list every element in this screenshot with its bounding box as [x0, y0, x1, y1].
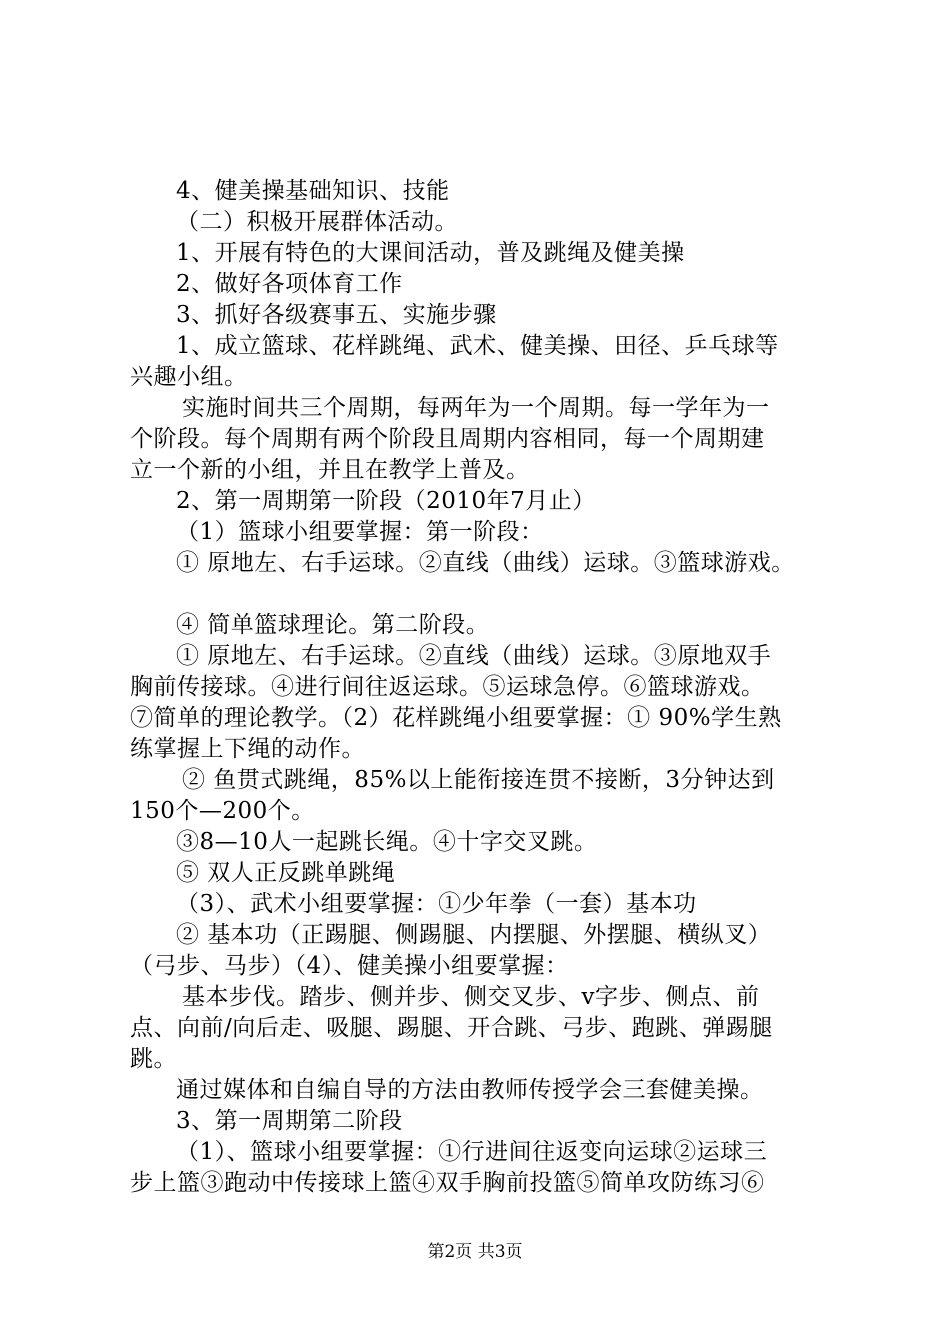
text-line: 练掌握上下绳的动作。: [130, 736, 365, 762]
text-line: 3、第一周期第二阶段: [176, 1108, 403, 1134]
text-line: ① 原地左、右手运球。②直线（曲线）运球。③篮球游戏。: [176, 550, 795, 576]
text-line: 2、做好各项体育工作: [176, 271, 403, 297]
text-line: 跳。: [130, 1046, 177, 1072]
text-line: 2、第一周期第一阶段（2010年7月止）: [176, 488, 596, 514]
text-line: （1）、篮球小组要掌握：①行进间往返变向运球②运球三: [176, 1139, 768, 1165]
text-line: ③8—10人一起跳长绳。④十字交叉跳。: [176, 829, 598, 855]
text-line: 实施时间共三个周期，每两年为一个周期。每一学年为一: [182, 395, 770, 421]
text-line: （1）篮球小组要掌握：第一阶段：: [176, 519, 544, 545]
text-line: 点、向前/向后走、吸腿、踢腿、开合跳、弓步、跑跳、弹踢腿: [130, 1015, 773, 1041]
text-line: 1、开展有特色的大课间活动，普及跳绳及健美操: [176, 240, 685, 266]
text-line: 150个—200个。: [130, 798, 315, 824]
text-line: ④ 简单篮球理论。第二阶段。: [176, 612, 490, 638]
text-line: ② 鱼贯式跳绳，85%以上能衔接连贯不接断，3分钟达到: [182, 767, 775, 793]
text-line: （弓步、马步）（4）、健美操小组要掌握：: [130, 953, 569, 979]
text-line: ① 原地左、右手运球。②直线（曲线）运球。③原地双手: [176, 643, 772, 669]
text-line: ⑤ 双人正反跳单跳绳: [176, 860, 396, 886]
text-line: （3）、武术小组要掌握：①少年拳（一套）基本功: [176, 891, 697, 917]
text-line: 立一个新的小组，并且在教学上普及。: [130, 457, 530, 483]
text-line: 个阶段。每个周期有两个阶段且周期内容相同，每一个周期建: [130, 426, 765, 452]
blank-line: [130, 579, 842, 610]
page-number-footer: 第2页 共3页: [427, 1242, 523, 1262]
text-line: 步上篮③跑动中传接球上篮④双手胸前投篮⑤简单攻防练习⑥: [130, 1170, 765, 1196]
text-line: ⑦简单的理论教学。（2）花样跳绳小组要掌握：① 90%学生熟: [130, 705, 782, 731]
text-line: 兴趣小组。: [130, 364, 248, 390]
text-line: 胸前传接球。④进行间往返运球。⑤运球急停。⑥篮球游戏。: [130, 674, 765, 700]
text-line: （二）积极开展群体活动。: [176, 209, 458, 235]
text-line: 3、抓好各级赛事五、实施步骤: [176, 302, 497, 328]
text-line: 通过媒体和自编自导的方法由教师传授学会三套健美操。: [176, 1077, 764, 1103]
document-body: [130, 176, 842, 1199]
text-line: 4、健美操基础知识、技能: [176, 178, 450, 204]
text-line: 1、成立篮球、花样跳绳、武术、健美操、田径、乒乓球等: [176, 333, 779, 359]
text-line: 基本步伐。踏步、侧并步、侧交叉步、v字步、侧点、前: [182, 984, 760, 1010]
text-line: ② 基本功（正踢腿、侧踢腿、内摆腿、外摆腿、横纵叉）: [176, 922, 772, 948]
